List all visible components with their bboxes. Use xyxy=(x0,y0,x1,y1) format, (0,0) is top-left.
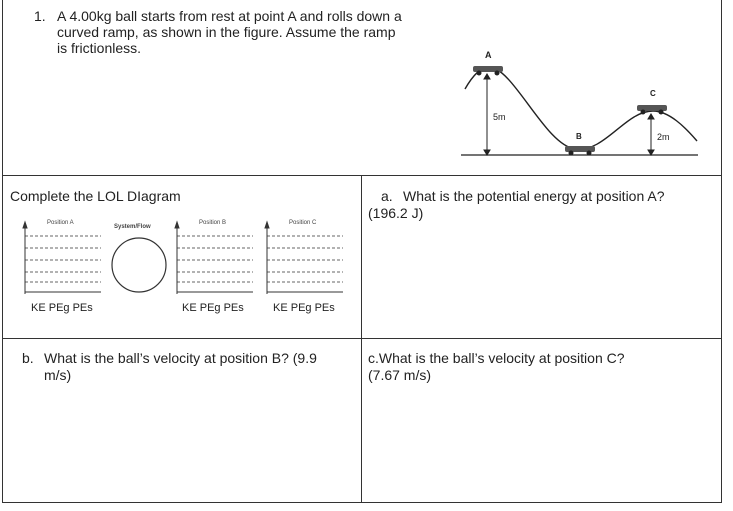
lol-position-a-label: Position A xyxy=(47,220,74,226)
lol-chart-a xyxy=(23,222,101,294)
lol-position-b-label: Position B xyxy=(199,220,227,226)
part-b-label: b. xyxy=(22,350,34,366)
question-text-line-1: A 4.00kg ball starts from rest at point A and rolls down a xyxy=(57,8,402,24)
row-divider-1 xyxy=(3,175,721,176)
lol-bars-a-label: KE PEg PEs xyxy=(31,302,93,314)
part-a-text-line-1: What is the potential energy at position A? xyxy=(403,188,665,204)
part-b-text-line-1: What is the ball’s velocity at position B? (9.9 xyxy=(44,350,317,366)
lol-chart-c xyxy=(265,222,343,294)
ramp-figure xyxy=(455,45,705,165)
lol-system-flow-label: System/Flow xyxy=(114,224,151,230)
part-b-text-line-2: m/s) xyxy=(44,367,72,383)
height-a-label: 5m xyxy=(493,112,506,122)
lol-diagram xyxy=(15,218,350,303)
cart-c-icon xyxy=(637,105,667,115)
column-divider xyxy=(361,175,362,503)
point-c-label: C xyxy=(650,89,656,98)
lol-chart-b xyxy=(175,222,253,294)
cart-a-icon xyxy=(473,66,503,76)
point-b-label: B xyxy=(576,132,582,141)
point-a-label: A xyxy=(485,50,492,60)
part-a-text-line-2: (196.2 J) xyxy=(368,205,424,221)
lol-bars-b-label: KE PEg PEs xyxy=(182,302,244,314)
height-arrow-c xyxy=(648,114,654,155)
question-text-line-3: is frictionless. xyxy=(57,40,142,56)
question-number: 1. xyxy=(34,8,46,24)
lol-bars-c-label: KE PEg PEs xyxy=(273,302,335,314)
height-arrow-a xyxy=(484,74,490,155)
part-c-text-line-2: (7.67 m/s) xyxy=(368,367,432,383)
system-flow-circle xyxy=(112,238,166,292)
lol-title: Complete the LOL DIagram xyxy=(10,188,181,204)
height-c-label: 2m xyxy=(657,132,670,142)
question-text-line-2: curved ramp, as shown in the figure. Assume the ramp xyxy=(57,24,396,40)
row-divider-2 xyxy=(3,338,721,339)
part-c-text-line-1: c.What is the ball’s velocity at position C? xyxy=(368,350,625,366)
lol-position-c-label: Position C xyxy=(289,220,317,226)
cart-b-icon xyxy=(565,146,595,156)
part-a-label: a. xyxy=(381,188,393,204)
